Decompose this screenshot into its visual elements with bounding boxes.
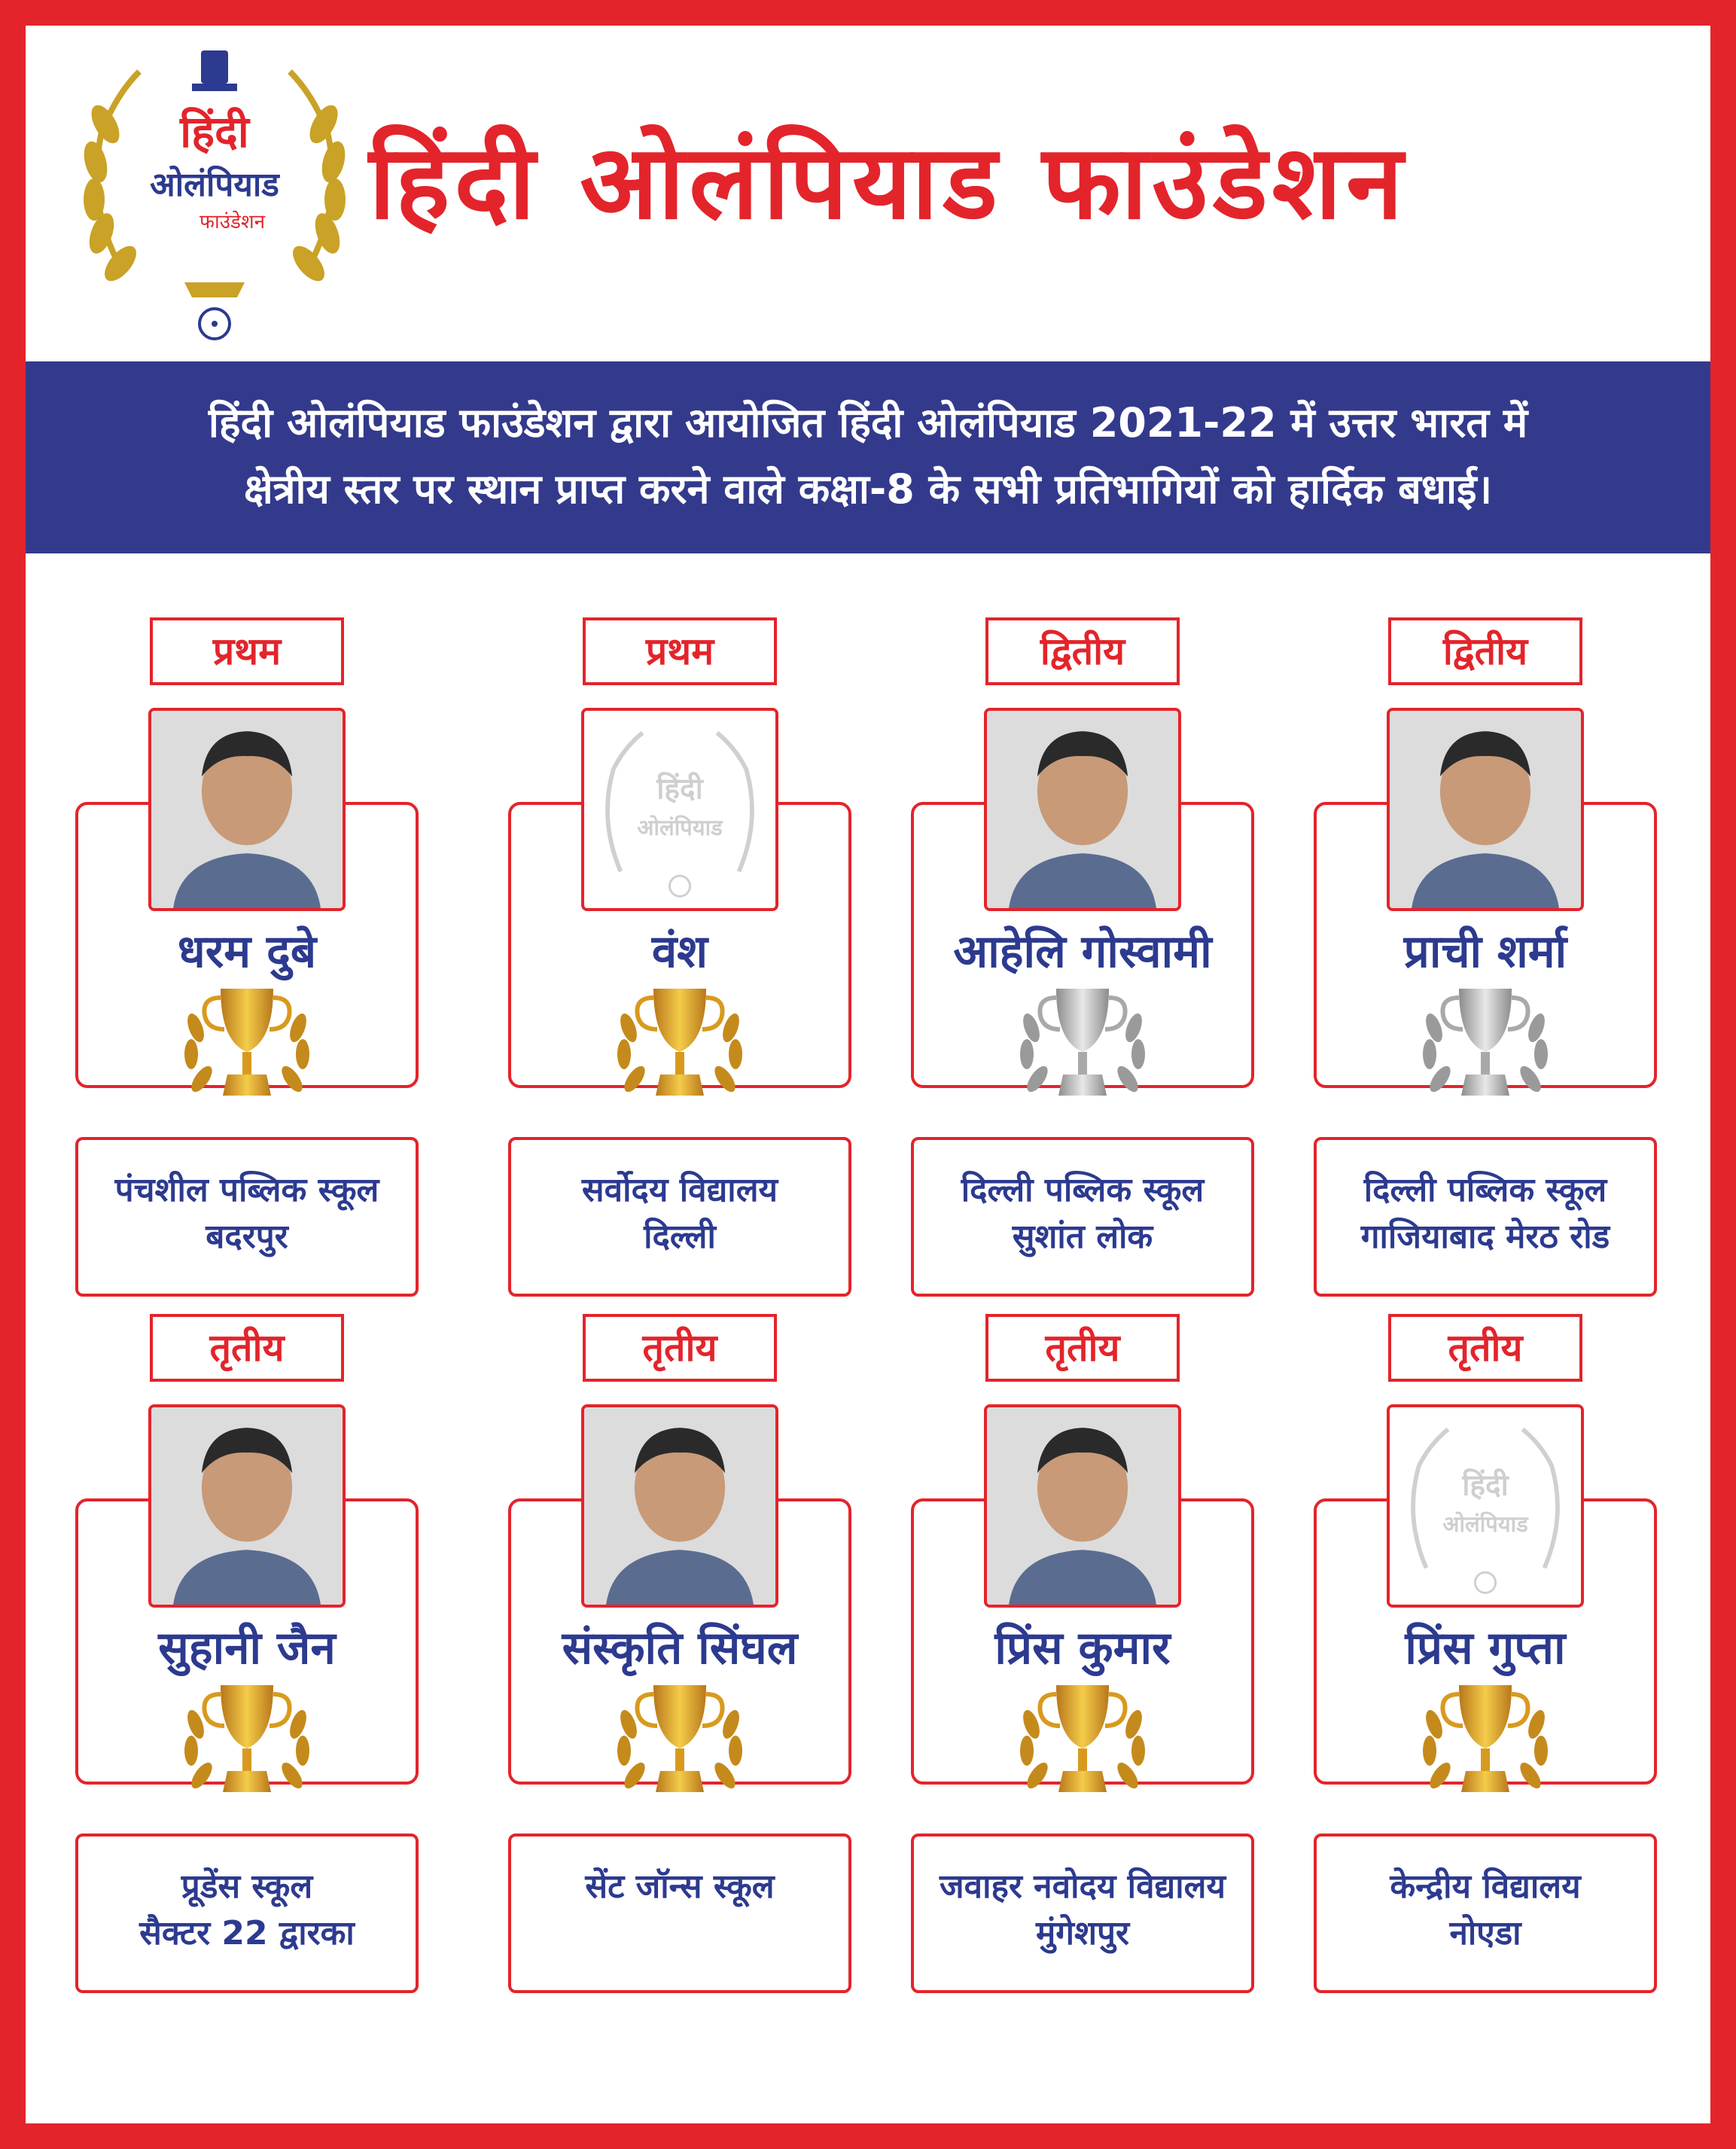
logo-text-hindi: हिंदी [180, 106, 249, 157]
school-name: दिल्ली पब्लिक स्कूल [1363, 1171, 1607, 1209]
logo-text-foundation: फाउंडेशन [199, 211, 266, 233]
school-box [75, 1137, 419, 1297]
gold-trophy-icon [179, 983, 315, 1103]
gold-trophy-icon [1418, 1679, 1553, 1800]
school-name: केन्द्रीय विद्यालय [1390, 1867, 1581, 1906]
logo-placeholder-photo [581, 708, 778, 911]
winner-name: धरम दुबे [177, 925, 317, 978]
winner-photo [148, 1404, 346, 1608]
winner-photo [984, 708, 1181, 911]
winner-name: वंश [651, 925, 708, 978]
rank-label: तृतीय [150, 1314, 344, 1382]
winner-photo [1387, 708, 1584, 911]
school-box [508, 1834, 851, 1993]
congratulations-banner [26, 361, 1710, 553]
gold-trophy-icon [1015, 1679, 1150, 1800]
gold-trophy-icon [612, 1679, 748, 1800]
school-name: सर्वोदय विद्यालय [581, 1171, 778, 1209]
foundation-logo [72, 34, 358, 343]
gold-trophy-icon [179, 1679, 315, 1800]
winner-name: सुहानी जैन [158, 1622, 336, 1675]
school-name: जवाहर नवोदय विद्यालय [940, 1867, 1226, 1906]
school-location: बदरपुर [206, 1218, 288, 1256]
gold-trophy-icon [612, 983, 748, 1103]
winner-name: प्राची शर्मा [1403, 925, 1567, 978]
rank-label: तृतीय [985, 1314, 1180, 1382]
rank-label: प्रथम [150, 617, 344, 685]
school-location: मुंगेशपुर [1036, 1914, 1129, 1952]
school-location: सैक्टर 22 द्वारका [139, 1914, 355, 1952]
school-name: प्रूडेंस स्कूल [181, 1867, 313, 1906]
winner-photo [581, 1404, 778, 1608]
school-location: गाजियाबाद मेरठ रोड [1360, 1218, 1610, 1256]
svg-text:हिंदी: हिंदी [656, 772, 703, 806]
school-box [508, 1137, 851, 1297]
svg-text:हिंदी: हिंदी [1462, 1468, 1509, 1503]
silver-trophy-icon [1418, 983, 1553, 1103]
school-name: पंचशील पब्लिक स्कूल [114, 1171, 379, 1209]
school-box [911, 1834, 1254, 1993]
school-box [75, 1834, 419, 1993]
silver-trophy-icon [1015, 983, 1150, 1103]
winner-name: प्रिंस कुमार [994, 1622, 1171, 1675]
winner-photo [148, 708, 346, 911]
logo-placeholder-photo [1387, 1404, 1584, 1608]
school-name: सेंट जॉन्स स्कूल [585, 1867, 775, 1906]
rank-label: तृतीय [583, 1314, 777, 1382]
school-box [1314, 1834, 1657, 1993]
rank-label: तृतीय [1388, 1314, 1582, 1382]
school-name: दिल्ली पब्लिक स्कूल [961, 1171, 1205, 1209]
banner-line-2: क्षेत्रीय स्तर पर स्थान प्राप्त करने वाले कक्षा-8 के सभी प्रतिभागियों को हार्दिक बधाई। [244, 465, 1492, 513]
page-title: हिंदी ओलंपियाड फाउंडेशन [369, 123, 1408, 242]
winner-photo [984, 1404, 1181, 1608]
winner-name: संस्कृति सिंघल [562, 1622, 798, 1675]
winner-name: प्रिंस गुप्ता [1405, 1622, 1566, 1675]
svg-text:ओलंपियाड: ओलंपियाड [1442, 1510, 1528, 1537]
school-location: नोएडा [1449, 1914, 1521, 1952]
rank-label: द्वितीय [985, 617, 1180, 685]
banner-line-1: हिंदी ओलंपियाड फाउंडेशन द्वारा आयोजित हिंदी ओलंपियाड 2021-22 में उत्तर भारत में [208, 399, 1528, 447]
rank-label: प्रथम [583, 617, 777, 685]
school-location: दिल्ली [644, 1218, 716, 1256]
school-location: सुशांत लोक [1012, 1218, 1153, 1256]
svg-text:ओलंपियाड: ओलंपियाड [637, 814, 723, 840]
logo-text-olympiad: ओलंपियाड [150, 166, 279, 204]
rank-label: द्वितीय [1388, 617, 1582, 685]
school-box [1314, 1137, 1657, 1297]
school-box [911, 1137, 1254, 1297]
winner-name: आहेलि गोस्वामी [953, 925, 1212, 978]
